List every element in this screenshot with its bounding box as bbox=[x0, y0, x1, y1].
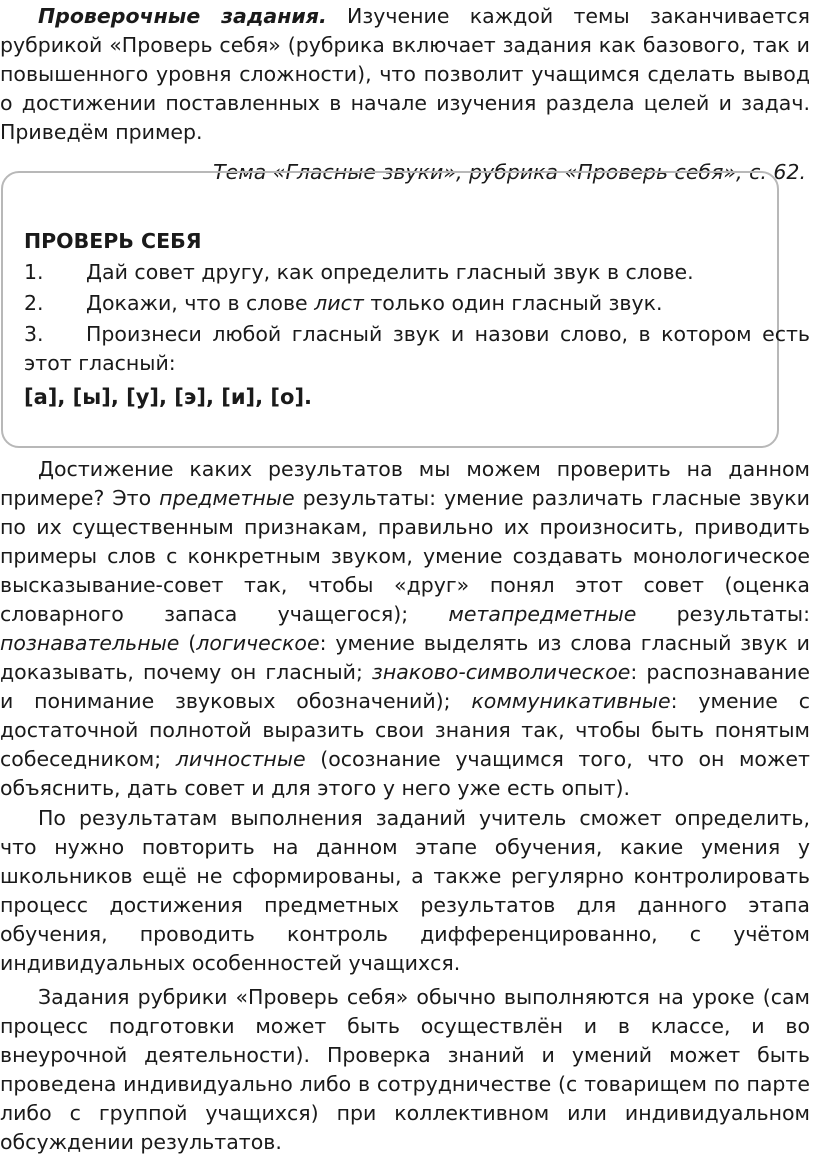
text-run: Достижение каких результатов мы можем проверить на данном примере? Это bbox=[0, 457, 810, 510]
term-logical: логическое bbox=[196, 631, 320, 655]
intro-lead: Проверочные задания. bbox=[38, 4, 327, 28]
term-subject: предметные bbox=[159, 486, 295, 510]
vowel-sounds: [а], [ы], [у], [э], [и], [о]. bbox=[24, 385, 313, 409]
task-number: 2. bbox=[24, 291, 44, 315]
term-personal: личностные bbox=[175, 747, 306, 771]
text-run: : умение выделять из слова гласный звук и доказывать, почему он гласный; bbox=[0, 631, 810, 684]
task-word: лист bbox=[314, 291, 364, 315]
text-run: : распознавание и понимание звуковых обозначений); bbox=[0, 660, 810, 713]
task-number: 1. bbox=[24, 260, 44, 284]
task-item-2 bbox=[24, 289, 810, 318]
task-item-1 bbox=[24, 258, 810, 287]
teacher-paragraph: По результатам выполнения заданий учитель сможет определить, что нужно повторить на данном этапе обучения, какие умения у школьников ещё не сформированы, а также регулярно контролировать процесс достижения предметных результатов для данного этапа обучения, проводить контроль дифференцированно, с учётом индивидуальных особенностей учащихся. bbox=[0, 806, 810, 975]
task-number: 3. bbox=[24, 322, 44, 346]
tasks-paragraph: Задания рубрики «Проверь себя» обычно выполняются на уроке (сам процесс подготовки может быть осуществлён и в классе, и во внеурочной деятельности). Проверка знаний и умений может быть проведена индивидуально либо в сотрудничестве (с товарищем по парте либо с группой учащихся) при коллективном или индивидуальном обсуждении результатов. bbox=[0, 985, 810, 1154]
term-communicative: коммуникативные bbox=[471, 689, 671, 713]
task-text: Произнеси любой гласный звук и назови слово, в котором есть этот гласный: bbox=[24, 322, 810, 375]
task-text: Докажи, что в слове bbox=[86, 291, 315, 315]
task-text: Дай совет другу, как определить гласный звук в слове. bbox=[86, 260, 694, 284]
term-cognitive: познавательные bbox=[0, 631, 180, 655]
text-run: ( bbox=[179, 631, 197, 655]
task-text-end: только один гласный звук. bbox=[363, 291, 663, 315]
term-metasubject: метапредметные bbox=[448, 602, 637, 626]
task-item-3 bbox=[24, 320, 810, 378]
text-run: результаты: bbox=[636, 602, 810, 626]
box-title: ПРОВЕРЬ СЕБЯ bbox=[24, 229, 202, 253]
intro-paragraph bbox=[0, 2, 810, 147]
intro-text: Изучение каждой темы заканчивается рубрикой «Проверь себя» (рубрика включает задания как базового, так и повышенного уровня сложности), что позволит учащимся сделать вывод о достижении поставленных в начале изучения раздела целей и задач. Приведём пример. bbox=[0, 4, 810, 144]
results-paragraph bbox=[0, 455, 810, 803]
term-sign-symbolic: знаково-символическое bbox=[371, 660, 631, 684]
text-run: результаты: умение различать гласные звуки по их существенным признакам, правильно их произносить, приводить примеры слов с конкретным звуком, умение создавать монологическое высказывание-совет так, чтобы «друг» понял этот совет (оценка словарного запаса учащегося); bbox=[0, 486, 810, 626]
text-run: : умение с достаточной полнотой выразить свои знания так, чтобы быть понятым собеседником; bbox=[0, 689, 810, 771]
example-reference: Тема «Гласные звуки», рубрика «Проверь себя», с. 62. bbox=[213, 160, 806, 184]
text-run: (осознание учащимся того, что он может объяснить, дать совет и для этого у него уже есть опыт). bbox=[0, 747, 810, 800]
